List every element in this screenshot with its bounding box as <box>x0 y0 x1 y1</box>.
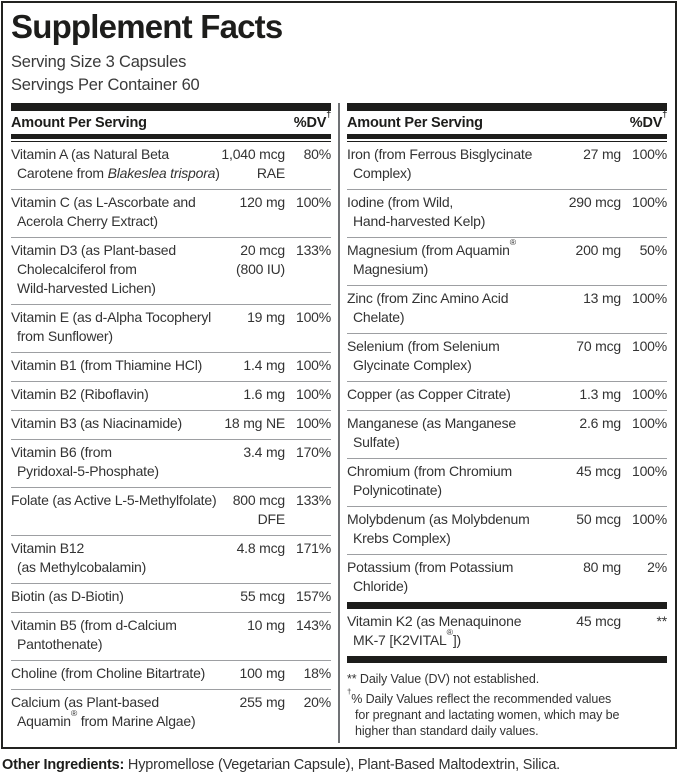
nutrient-row <box>347 410 667 458</box>
nutrient-dv: 100% <box>631 386 667 402</box>
nutrient-dv: 100% <box>631 290 667 306</box>
nutrient-name: Vitamin B3 (as Niacinamide) <box>11 415 182 431</box>
nutrient-dv: 100% <box>295 386 331 402</box>
nutrient-name: Selenium (from Selenium Glycinate Complex) <box>347 338 500 373</box>
nutrient-dv: 100% <box>295 357 331 373</box>
right-column-header <box>347 111 667 134</box>
nutrient-amount: 2.6 mg <box>579 415 621 431</box>
nutrient-dv: 170% <box>295 444 331 460</box>
nutrient-amount: 1.3 mg <box>579 386 621 402</box>
nutrient-name: Vitamin B12 (as Methylcobalamin) <box>11 540 147 575</box>
nutrient-amount: 1.4 mg <box>243 357 285 373</box>
panel-title: Supplement Facts <box>11 8 283 45</box>
nutrient-dv: 100% <box>295 415 331 431</box>
nutrient-dv: 133% <box>295 242 331 258</box>
nutrient-dv: ** <box>656 613 667 629</box>
nutrient-row <box>11 189 331 237</box>
nutrient-name: Zinc (from Zinc Amino Acid Chelate) <box>347 290 509 325</box>
nutrient-name: Chromium (from Chromium Polynicotinate) <box>347 463 512 498</box>
k2-section-top-bar <box>347 602 667 609</box>
right-nutrient-rows <box>347 142 667 602</box>
nutrient-row <box>347 285 667 333</box>
nutrient-dv: 50% <box>639 242 667 258</box>
nutrient-amount: 80 mg <box>583 559 621 575</box>
nutrient-amount: 255 mg <box>239 694 285 710</box>
nutrient-row <box>11 142 331 189</box>
nutrient-amount: 18 mg NE <box>224 415 285 431</box>
nutrient-row <box>347 554 667 602</box>
nutrient-dv: 100% <box>631 463 667 479</box>
nutrient-amount: 70 mcg <box>576 338 621 354</box>
other-ingredients-line <box>2 756 676 775</box>
facts-columns <box>11 103 667 743</box>
nutrient-row <box>11 381 331 410</box>
nutrient-name: Vitamin D3 (as Plant-based Cholecalciferol from Wild-harvested Lichen) <box>11 242 176 296</box>
k2-section-bottom-bar <box>347 656 667 663</box>
nutrient-amount: 290 mcg <box>568 194 621 210</box>
nutrient-name: Manganese (as Manganese Sulfate) <box>347 415 516 450</box>
nutrient-row <box>11 352 331 381</box>
nutrient-name: Vitamin B2 (Riboflavin) <box>11 386 149 402</box>
nutrient-dv: 171% <box>295 540 331 556</box>
nutrient-row <box>347 381 667 410</box>
serving-size-line: Serving Size 3 Capsules <box>11 53 187 71</box>
other-ingredients-label: Other Ingredients: <box>2 757 125 773</box>
amount-per-serving-header: Amount Per Serving <box>347 115 483 131</box>
servings-per-container-line: Servings Per Container 60 <box>11 76 200 94</box>
k2-nutrient-rows <box>347 609 667 656</box>
left-header-rule-bar <box>11 134 331 142</box>
nutrient-amount: 120 mg <box>239 194 285 210</box>
nutrient-amount: 50 mcg <box>576 511 621 527</box>
nutrient-row <box>11 689 331 737</box>
nutrient-amount: 27 mg <box>583 146 621 162</box>
nutrient-name: Molybdenum (as Molybdenum Krebs Complex) <box>347 511 530 546</box>
nutrient-amount: 1.6 mg <box>243 386 285 402</box>
nutrient-row <box>11 583 331 612</box>
nutrient-name: Biotin (as D-Biotin) <box>11 588 124 604</box>
nutrient-dv: 100% <box>631 146 667 162</box>
nutrient-name: Vitamin B1 (from Thiamine HCl) <box>11 357 203 373</box>
nutrient-amount: 19 mg <box>247 309 285 325</box>
nutrient-name: Vitamin B6 (from Pyridoxal-5-Phosphate) <box>11 444 159 479</box>
percent-dv-header: %DV† <box>293 109 331 131</box>
nutrient-amount: 20 mcg (800 IU) <box>236 242 285 277</box>
nutrient-dv: 80% <box>303 146 331 162</box>
nutrient-dv: 100% <box>295 194 331 210</box>
nutrient-name: Vitamin K2 (as Menaquinone MK-7 [K2VITAL®]) <box>347 613 522 648</box>
nutrient-row <box>347 609 667 656</box>
nutrient-name: Choline (from Choline Bitartrate) <box>11 665 206 681</box>
nutrient-dv: 133% <box>295 492 331 508</box>
nutrient-dv: 20% <box>303 694 331 710</box>
nutrient-row <box>11 660 331 689</box>
nutrient-name: Magnesium (from Aquamin® Magnesium) <box>347 237 516 277</box>
nutrient-name: Vitamin E (as d-Alpha Tocopheryl from Sunflower) <box>11 309 212 344</box>
nutrient-dv: 157% <box>295 588 331 604</box>
percent-dv-header: %DV† <box>629 109 667 131</box>
supplement-facts-panel <box>1 1 677 749</box>
nutrient-row <box>347 142 667 189</box>
left-column-top-bar <box>11 103 331 111</box>
nutrient-amount: 4.8 mcg <box>236 540 285 556</box>
nutrient-amount: 45 mcg <box>576 613 621 629</box>
nutrient-name: Vitamin C (as L-Ascorbate and Acerola Cherry Extract) <box>11 194 196 229</box>
nutrient-dv: 100% <box>295 309 331 325</box>
nutrient-amount: 1,040 mcg RAE <box>221 146 285 181</box>
nutrient-name: Iron (from Ferrous Bisglycinate Complex) <box>347 146 533 181</box>
nutrient-amount: 45 mcg <box>576 463 621 479</box>
nutrient-name: Copper (as Copper Citrate) <box>347 386 511 402</box>
nutrient-name: Folate (as Active L-5-Methylfolate) <box>11 492 217 508</box>
nutrient-amount: 13 mg <box>583 290 621 306</box>
footnote-dv-not-established: ** Daily Value (DV) not established. <box>347 672 540 686</box>
right-header-rule-bar <box>347 134 667 142</box>
nutrient-dv: 2% <box>647 559 667 575</box>
left-nutrient-rows <box>11 142 331 737</box>
right-column-top-bar <box>347 103 667 111</box>
footnotes <box>347 663 667 743</box>
nutrient-amount: 55 mcg <box>240 588 285 604</box>
nutrient-row <box>347 189 667 237</box>
nutrient-amount: 800 mcg DFE <box>232 492 285 527</box>
nutrient-row <box>11 535 331 583</box>
nutrient-row <box>11 439 331 487</box>
nutrient-name: Calcium (as Plant-based Aquamin® from Marine Algae) <box>11 694 196 729</box>
nutrient-row <box>347 237 667 285</box>
left-column <box>11 103 331 743</box>
nutrient-dv: 100% <box>631 415 667 431</box>
footnote-daily-values: †% Daily Values reflect the recommended values for pregnant and lactating women, which may be higher than standard daily values. <box>347 687 620 738</box>
nutrient-row <box>347 333 667 381</box>
nutrient-amount: 200 mg <box>575 242 621 258</box>
nutrient-amount: 10 mg <box>247 617 285 633</box>
nutrient-dv: 100% <box>631 194 667 210</box>
nutrient-amount: 100 mg <box>239 665 285 681</box>
amount-per-serving-header: Amount Per Serving <box>11 115 147 131</box>
right-column <box>347 103 667 743</box>
column-divider <box>338 103 340 743</box>
nutrient-row <box>347 458 667 506</box>
nutrient-name: Iodine (from Wild, Hand-harvested Kelp) <box>347 194 486 229</box>
nutrient-dv: 100% <box>631 338 667 354</box>
nutrient-name: Vitamin A (as Natural Beta Carotene from Blakeslea trispora) <box>11 146 220 181</box>
nutrient-row <box>347 506 667 554</box>
nutrient-amount: 3.4 mg <box>243 444 285 460</box>
nutrient-dv: 143% <box>295 617 331 633</box>
left-column-header <box>11 111 331 134</box>
nutrient-row <box>11 304 331 352</box>
nutrient-dv: 18% <box>303 665 331 681</box>
nutrient-row <box>11 612 331 660</box>
nutrient-name: Potassium (from Potassium Chloride) <box>347 559 514 594</box>
other-ingredients-text: Hypromellose (Vegetarian Capsule), Plant-Based Maltodextrin, Silica. <box>124 757 561 773</box>
nutrient-row <box>11 410 331 439</box>
nutrient-row <box>11 237 331 304</box>
nutrient-row <box>11 487 331 535</box>
nutrient-name: Vitamin B5 (from d-Calcium Pantothenate) <box>11 617 177 652</box>
nutrient-dv: 100% <box>631 511 667 527</box>
